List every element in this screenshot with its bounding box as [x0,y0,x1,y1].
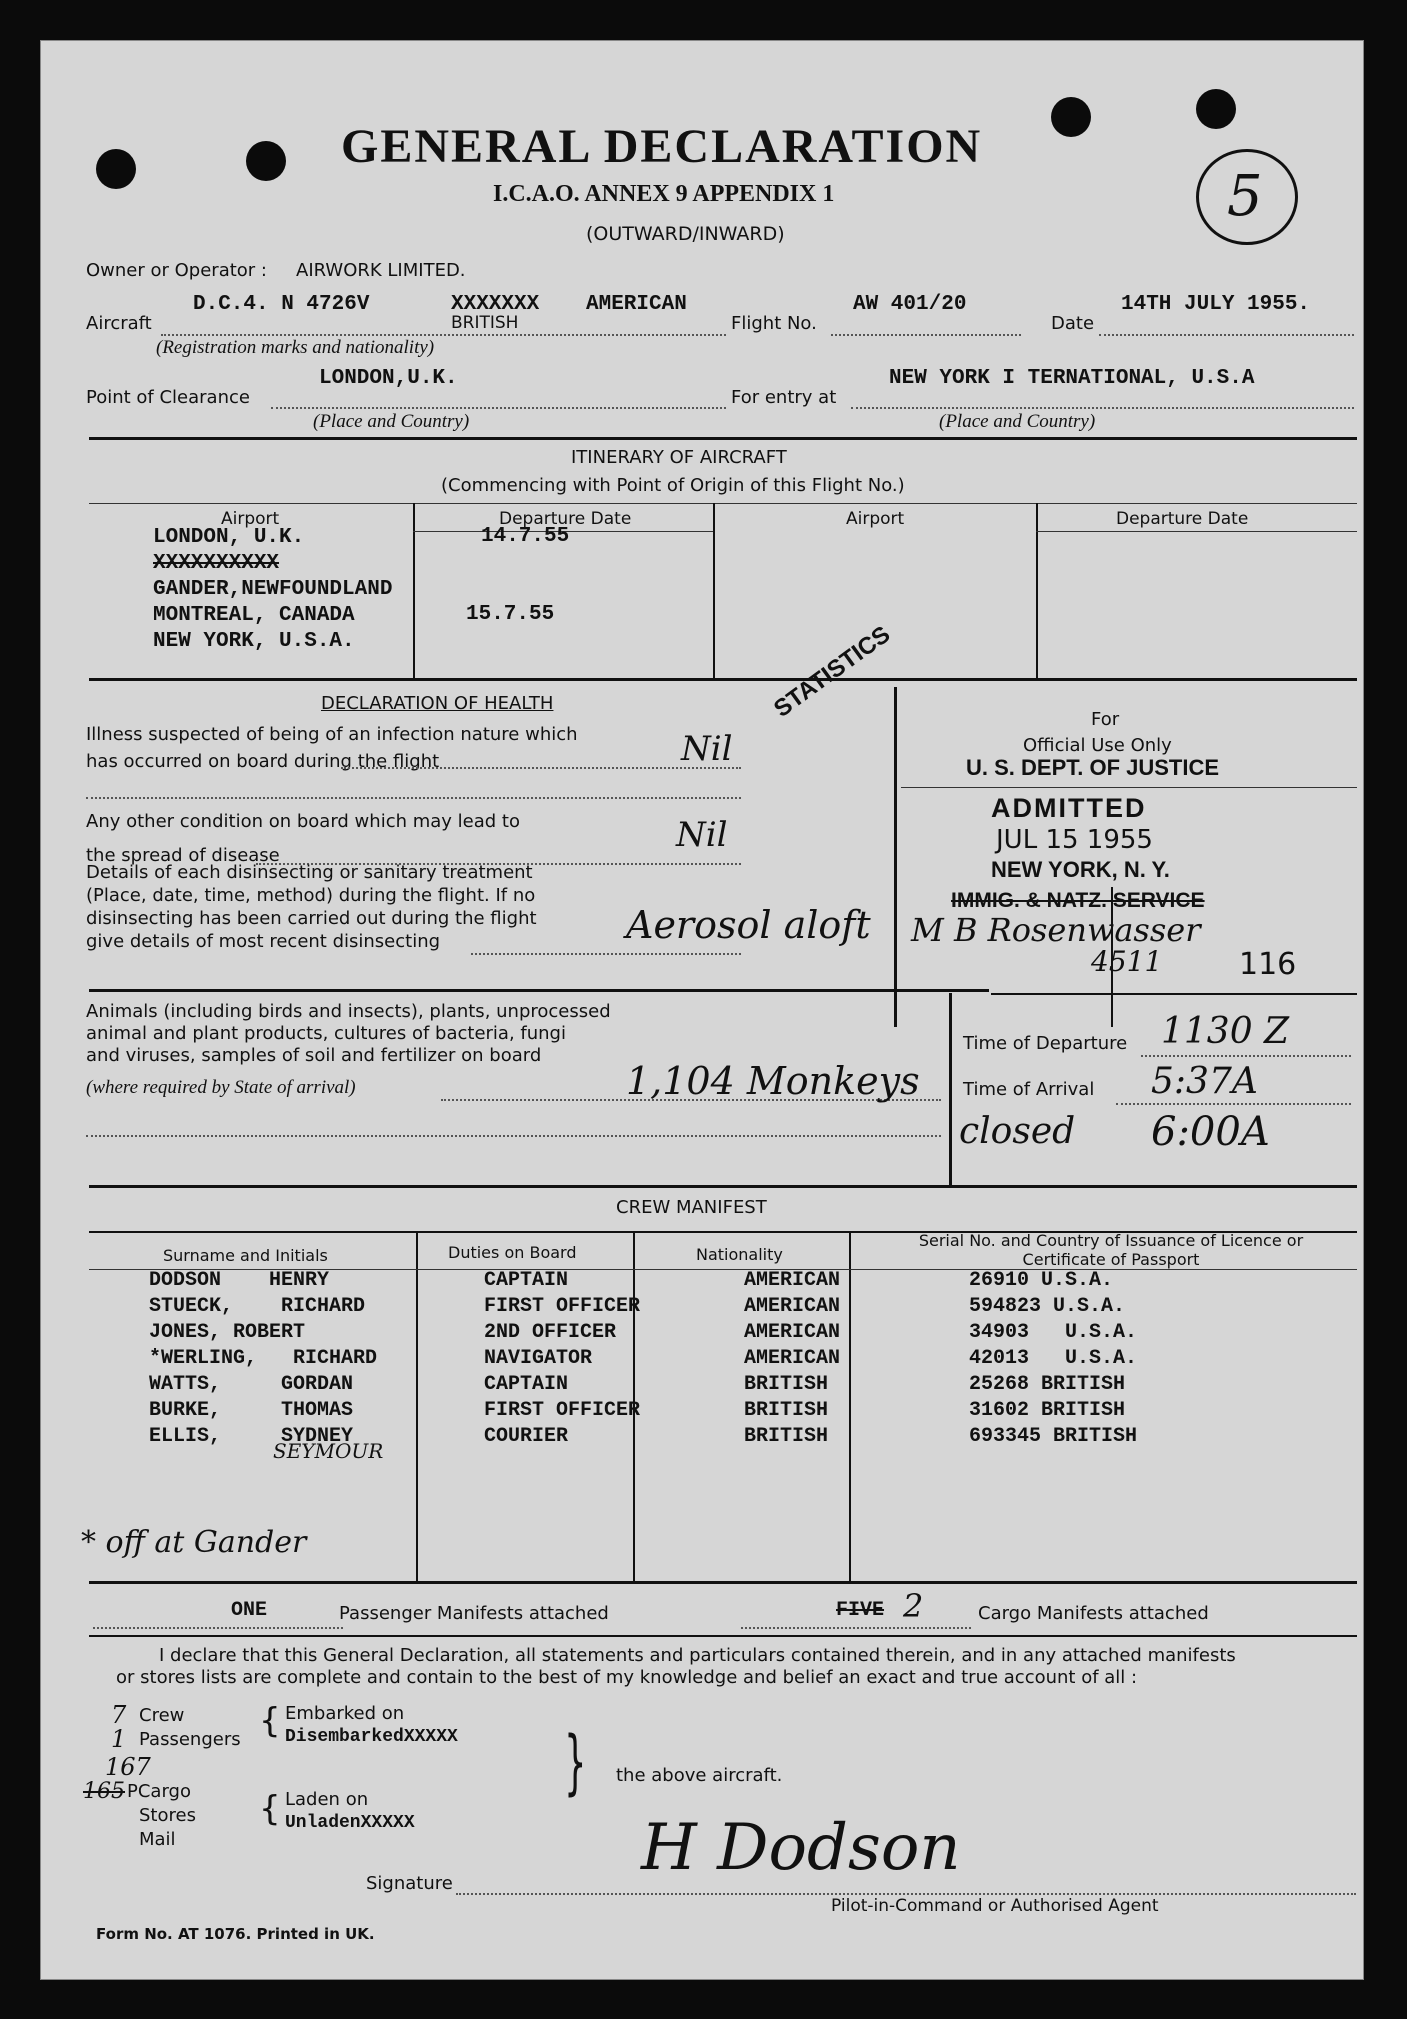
brace-icon: { [259,1701,281,1741]
crew-col-nationality: Nationality [696,1245,783,1264]
official-number: 116 [1239,947,1297,982]
declaration-text-2: or stores lists are complete and contain to the best of my knowledge and belief an exact and true account of all : [116,1667,1138,1688]
itinerary-col-departure-2: Departure Date [1116,509,1249,529]
crew-cell-duty: COURIER [484,1425,569,1448]
aircraft-registration: D.C.4. N 4726V [193,293,370,316]
punch-hole [246,141,286,181]
clearance-label: Point of Clearance [86,387,250,408]
itinerary-col-departure: Departure Date [499,509,632,529]
crew-row [89,1269,1357,1295]
closed-label: closed [959,1111,1076,1152]
clearance-caption: (Place and Country) [313,411,470,432]
crew-cell-name: ELLIS, SYDNEY [149,1425,354,1448]
official-use: Official Use Only [1023,735,1172,756]
crew-heading: CREW MANIFEST [616,1197,767,1218]
crew-cell-duty: CAPTAIN [484,1373,569,1396]
official-signature: M B Rosenwasser [911,911,1201,949]
cargo-manifest-label: Cargo Manifests attached [978,1603,1209,1624]
stamp-service: IMMIG. & NATZ. SERVICE [951,889,1205,912]
crew-cell-duty: CAPTAIN [484,1269,569,1292]
arrival-time-label: Time of Arrival [963,1079,1095,1100]
crew-row [89,1373,1357,1399]
owner-label: Owner or Operator : [86,260,267,281]
brace-icon: } [564,1721,587,1803]
crew-col-serial: Serial No. and Country of Issuance of Licence or Certificate of Passport [918,1231,1304,1269]
circled-number: 5 [1196,149,1298,245]
form-number: Form No. AT 1076. Printed in UK. [96,1925,375,1943]
health-answer-3: Aerosol aloft [626,903,871,947]
arrival-time: 5:37A [1151,1061,1258,1102]
entry-label: For entry at [731,387,837,408]
above-aircraft: the above aircraft. [616,1765,783,1786]
official-for: For [1091,709,1120,730]
crew-cell-serial: 34903 U.S.A. [969,1321,1138,1344]
crew-cell-name: WATTS, GORDAN [149,1373,354,1396]
crew-cell-nat: BRITISH [744,1399,829,1422]
crew-cell-serial: 31602 BRITISH [969,1399,1126,1422]
animals-text: Animals (including birds and insects), plants, unprocessed animal and plant products, cultures of bacteria, fungi and viruses, samples of soil and fertilizer on board [86,1001,611,1066]
animals-note: (where required by State of arrival) [86,1077,356,1098]
crew-cell-nat: AMERICAN [744,1321,841,1344]
crew-cell-nat: AMERICAN [744,1269,841,1292]
crew-cell-duty: 2ND OFFICER [484,1321,617,1344]
form-title: GENERAL DECLARATION [341,120,983,173]
crew-cell-name: BURKE, THOMAS [149,1399,354,1422]
crew-cell-serial: 693345 BRITISH [969,1425,1138,1448]
crew-row [89,1295,1357,1321]
crew-cell-duty: FIRST OFFICER [484,1399,641,1422]
itinerary-airports [153,525,392,655]
health-question-1: Illness suspected of being of an infection nature which has occurred on board during the flight [86,724,578,772]
itinerary-airport: MONTREAL, CANADA [153,604,355,627]
crew-cell-name: *WERLING, RICHARD [149,1347,378,1370]
clearance-value: LONDON,U.K. [319,367,458,390]
health-answer-1: Nil [681,729,733,769]
mail-label: Mail [139,1829,176,1850]
crew-col-name: Surname and Initials [163,1246,328,1265]
itinerary-airport: XXXXXXXXXX [153,552,280,575]
crew-cell-serial: 26910 U.S.A. [969,1269,1114,1292]
crew-count-label: Crew [139,1705,185,1726]
entry-value: NEW YORK I TERNATIONAL, U.S.A [889,367,1255,390]
passenger-count: 1 [111,1725,127,1753]
official-code: 4511 [1091,945,1163,978]
aircraft-caption: (Registration marks and nationality) [156,337,435,358]
cargo-manifest-struck: FIVE [836,1599,885,1622]
crew-count: 7 [111,1701,127,1729]
entry-caption: (Place and Country) [939,411,1096,432]
cargo-manifest-count: 2 [903,1587,924,1625]
owner-value: AIRWORK LIMITED. [296,260,466,281]
flight-label: Flight No. [731,313,817,334]
crew-cell-name: STUECK, RICHARD [149,1295,366,1318]
cargo-count-new: 167 [105,1753,151,1781]
health-heading: DECLARATION OF HEALTH [321,693,554,714]
crew-row [89,1347,1357,1373]
stamp-city: NEW YORK, N. Y. [991,857,1170,882]
health-answer-2: Nil [676,815,728,855]
itinerary-airport: NEW YORK, U.S.A. [153,630,355,653]
stores-label: Stores [139,1805,196,1826]
crew-cell-duty: NAVIGATOR [484,1347,593,1370]
date-label: Date [1051,313,1095,334]
itinerary-airport: GANDER,NEWFOUNDLAND [153,578,393,601]
crew-cell-nat: AMERICAN [744,1295,841,1318]
closed-time: 6:00A [1151,1109,1270,1155]
signature-label: Signature [366,1873,453,1894]
crew-footnote: * off at Gander [81,1525,307,1560]
declaration-text-1: I declare that this General Declaration, all statements and particulars contained therein, and in any attached manifests [159,1645,1236,1666]
punch-hole [1051,97,1091,137]
departure-time: 1130 Z [1161,1011,1290,1052]
health-question-3: Details of each disinsecting or sanitary treatment (Place, date, time, method) during the flight. If no disinsecting has been carried out during the flight give details of most recent disinsecting [86,862,537,952]
pilot-signature: H Dodson [641,1811,961,1885]
crew-cell-name: JONES, ROBERT [149,1321,306,1344]
form-subtitle: I.C.A.O. ANNEX 9 APPENDIX 1 [493,181,835,207]
crew-row [89,1399,1357,1425]
crew-cell-duty: FIRST OFFICER [484,1295,641,1318]
stamp-dept: U. S. DEPT. OF JUSTICE [966,755,1220,780]
aircraft-nationality: AMERICAN [586,293,687,316]
crew-cell-nat: AMERICAN [744,1347,841,1370]
itinerary-airport: LONDON, U.K. [153,526,305,549]
itinerary-col-airport: Airport [221,509,280,529]
stamp-statistics: STATISTICS [769,620,896,723]
crew-cell-name: DODSON HENRY [149,1269,330,1292]
punch-hole [1196,89,1236,129]
crew-cell-nat: BRITISH [744,1425,829,1448]
aircraft-label: Aircraft [86,313,152,334]
aircraft-struck: XXXXXXX [451,293,540,316]
unladen-label: UnladenXXXXX [285,1813,415,1833]
crew-col-duties: Duties on Board [448,1243,577,1262]
cargo-label: PCargo [127,1781,191,1802]
departure-time-label: Time of Departure [963,1033,1128,1054]
brace-icon: { [259,1789,281,1829]
laden-label: Laden on [285,1789,369,1810]
passenger-count-label: Passengers [139,1729,241,1750]
passenger-manifest-count: ONE [231,1599,268,1622]
crew-cell-serial: 25268 BRITISH [969,1373,1126,1396]
itinerary-date: 14.7.55 [481,525,570,548]
itinerary-subheading: (Commencing with Point of Origin of this Flight No.) [441,475,905,496]
passenger-manifest-label: Passenger Manifests attached [339,1603,609,1624]
embarked-label: Embarked on [285,1703,405,1724]
itinerary-col-airport-2: Airport [846,509,905,529]
crew-cell-nat: BRITISH [744,1373,829,1396]
declaration-form [40,40,1364,1980]
direction-label: (OUTWARD/INWARD) [586,223,785,245]
crew-correction: SEYMOUR [273,1439,384,1463]
aircraft-printed-nationality: BRITISH [451,313,519,333]
punch-hole [96,149,136,189]
crew-cell-serial: 42013 U.S.A. [969,1347,1138,1370]
crew-cell-serial: 594823 U.S.A. [969,1295,1126,1318]
crew-row [89,1321,1357,1347]
stamp-date: JUL 15 1955 [996,825,1153,855]
agent-label: Pilot-in-Command or Authorised Agent [831,1896,1159,1916]
animals-value: 1,104 Monkeys [626,1059,920,1103]
itinerary-heading: ITINERARY OF AIRCRAFT [571,447,787,468]
health-question-2: Any other condition on board which may lead to the spread of disease [86,811,520,866]
date-value: 14TH JULY 1955. [1121,293,1311,316]
stamp-admitted: ADMITTED [991,793,1147,823]
disembarked-label: DisembarkedXXXXX [285,1727,458,1747]
itinerary-date: 15.7.55 [466,603,555,626]
cargo-count-old: 165 [83,1779,125,1804]
flight-value: AW 401/20 [853,293,967,316]
